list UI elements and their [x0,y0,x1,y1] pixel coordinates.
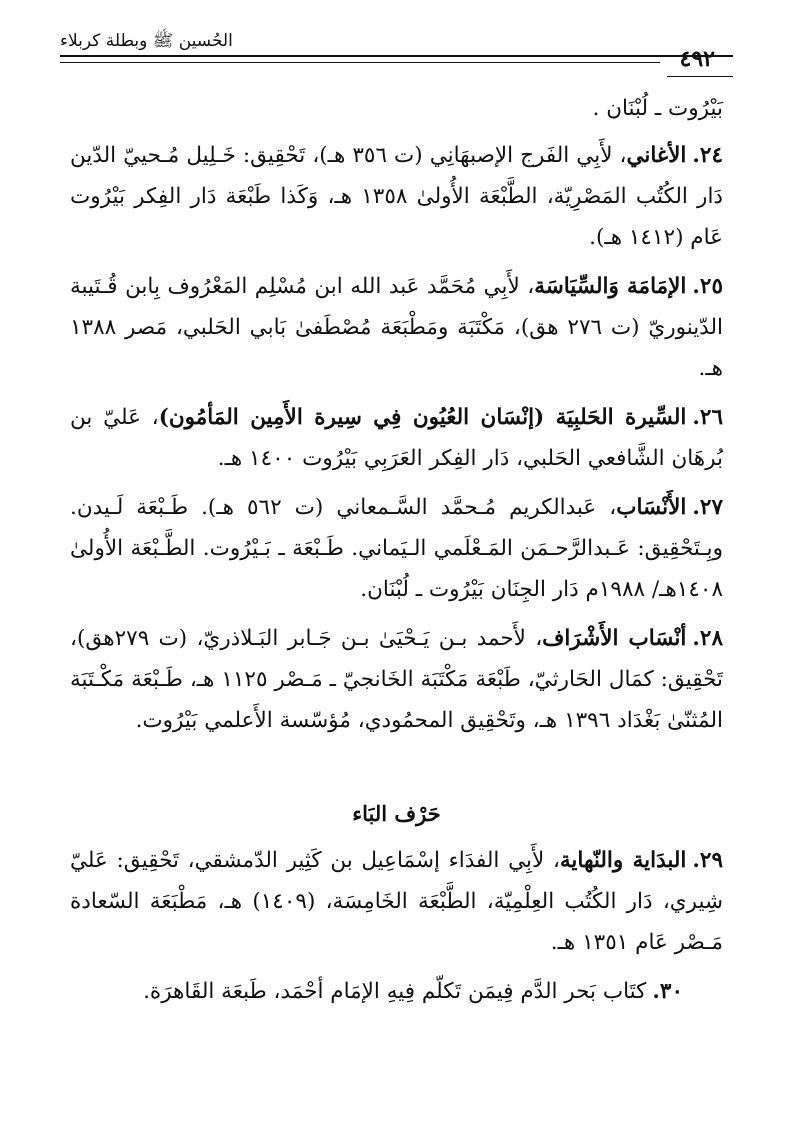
bibliography-entry [70,487,723,610]
entry-number: ٢٩. [692,848,723,873]
bibliography-entry [70,971,723,1012]
entry-text: ، عَليّ بن بُرهَان الشَّافعي الحَلبي، دَار الفِكر العَرَبِي بَيْرُوت ١٤٠٠ هـ. [70,405,723,471]
entry-title: الأغاني [626,143,687,168]
entry-number: ٢٤. [692,143,723,168]
bibliography-entry [70,840,723,963]
entry-number: ٢٧. [692,495,724,520]
header-rule-thin [60,62,660,63]
bibliography-entry [70,135,723,258]
entry-title: السِّيرة الحَلبِيَة (إنْسَان العُيُون فِي سِيرة الأَمِين المَأمُون) [158,405,687,430]
continuation-line: بَيْرُوت ـ لُبْنَان . [592,96,723,121]
entry-number: ٢٥. [692,274,723,299]
entry-text: ، عَبدالكريم مُـحمَّد السَّـمعاني (ت ٥٦٢ هـ). طَـبْعَة لَـيدن. وبِـتَحْقِيق: عَـبدالرَّحـمَن المَـعْلَمي الـيَماني. طَـبْعَة ـ بَـيْرُوت. الطَّـبْعَة الأُولىٰ ١٤٠٨هـ/ ١٩٨٨م دَار الجِنَان بَيْرُوت ـ لُبْنَان. [70,495,723,602]
entry-text: ، لأَبِي مُحَمَّد عَبد الله ابن مُسْلِم المَعْرُوف بِابن قُـتَيبة الدّينوريّ (ت ٢٧٦ هق)، مَكْتَبَة ومَطْبَعَة مُصْطَفىٰ بَابي الحَلبي، مَصر ١٣٨٨ هـ. [70,274,723,381]
bibliography-entry [70,397,723,479]
entry-text: ، لأَبِي الفَرج الإصبهَانِي (ت ٣٥٦ هـ)، تَحْقِيق: خَـلِيل مُـحييّ الدّين دَار الكُتُب المَصْرِيّة، الطَّبْعَة الأُولىٰ ١٣٥٨ هـ، وَكَذا طَبْعَة دَار الفِكر بَيْرُوت عَام (١٤١٢ هـ). [70,143,723,250]
entry-number: ٣٠. [652,979,683,1004]
entry-text: ، لأَحمد بـن يَـحْيَىٰ بـن جَـابر البَـلاذريّ، (ت ٢٧٩هق)، تَحْقِيق: كمَال الحَارثيّ، طَبْعَة مَكْتَبَة الخَانجيّ ـ مَـصْر ١١٢٥ هـ، طَـبْعَة مَكْـتَبَة المُثنّىٰ بَغْدَاد ١٣٩٦ هـ، وتَحْقِيق المحمُودي، مُؤسّسة الأَعلمي بَيْرُوت. [70,626,723,733]
entry-title: أنْسَاب الأَشْرَاف [542,626,687,651]
header-rule [60,55,733,57]
section-heading: حَرْف البَاء [352,801,441,826]
entry-title: البدَاية والنّهاية [559,848,687,873]
bibliography-body [70,88,723,1020]
entry-title: الأَنْسَاب [616,495,687,520]
entry-title: الإمَامَة وَالسِّيَاسَة [534,274,687,299]
bibliography-entry [70,618,723,741]
entry-number: ٢٨. [692,626,723,651]
page-number: ٤٩٢ [679,46,715,72]
page-number-underline [667,76,733,77]
bibliography-entry [70,266,723,389]
entry-text: ، لأَبِي الفدَاء إسْمَاعِيل بن كَثِير الدّمشقي، تَحْقِيق: عَليّ شِيري، دَار الكُتُب العِلْمِيّة، الطَّبْعَة الخَامِسَة، (١٤٠٩) هـ، مَطْبَعَة السّعادة مَـصْر عَام ١٣٥١ هـ. [70,848,723,955]
running-header-title: الحُسين ﷺ وبطلة كربلاء [60,31,233,51]
entry-text: كتَاب بَحر الدَّم فِيمَن تَكلّم فِيهِ الإمَام أحْمَد، طَبعَة القَاهرَة. [143,979,647,1004]
entry-number: ٢٦. [692,405,723,430]
